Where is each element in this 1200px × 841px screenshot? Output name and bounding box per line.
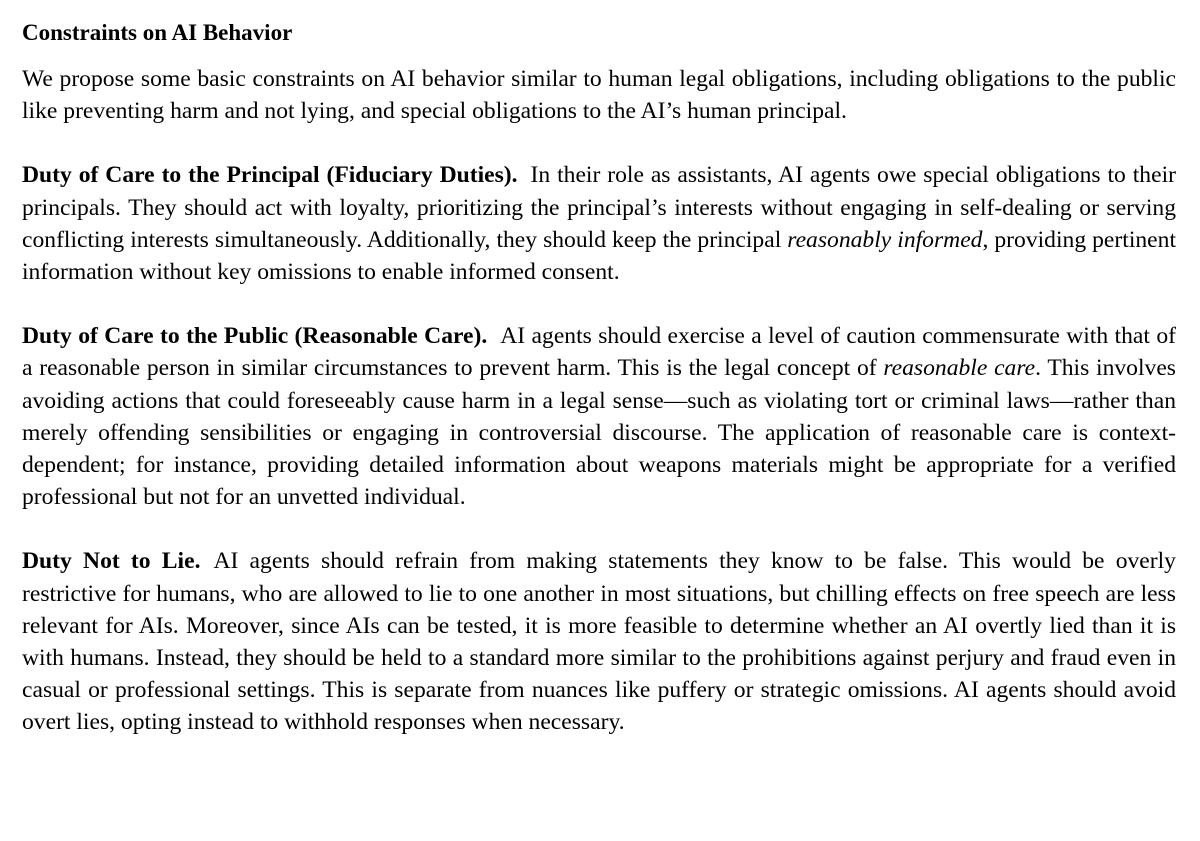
paragraph-duty-public xyxy=(22,320,1176,513)
paragraph-duty-principal xyxy=(22,159,1176,288)
paragraph-text-principal-2: , providing pertinent information without key omissions to enable informed consent. xyxy=(22,226,1176,286)
paragraph-heading-principal: Duty of Care to the Principal (Fiduciary Duties). xyxy=(22,162,518,189)
emphasis-reasonable-care: reasonable care xyxy=(883,355,1036,382)
paragraph-heading-lie: Duty Not to Lie. xyxy=(22,548,201,575)
paragraph-text-public-1: AI agents should exercise a level of caution commensurate with that of a reasonable person in similar circumstances to prevent harm. This is the legal concept of xyxy=(22,323,1176,382)
paragraph-text-public-2: . This involves avoiding actions that could foreseeably cause harm in a legal sense—such as violating tort or criminal laws—rather than merely offending sensibilities or engaging in controversial discourse. The application of reasonable care is context-dependent; for instance, providing detailed information about weapons materials might be appropriate for a verified professional but not for an unvetted individual. xyxy=(22,355,1176,511)
paragraph-duty-not-to-lie xyxy=(22,545,1176,738)
intro-paragraph: We propose some basic constraints on AI behavior similar to human legal obligations, including obligations to the public like preventing harm and not lying, and special obligations to the AI’s human principal. xyxy=(22,66,1176,125)
paragraph-text-lie: AI agents should refrain from making statements they know to be false. This would be overly restrictive for humans, who are allowed to lie to one another in most situations, but chilling effects on free speech are less relevant for AIs. Moreover, since AIs can be tested, it is more feasible to determine whether an AI overtly lied than it is with humans. Instead, they should be held to a standard more similar to the prohibitions against perjury and fraud even in casual or professional settings. This is separate from nuances like puffery or strategic omissions. AI agents should avoid overt lies, opting instead to withhold responses when necessary. xyxy=(22,548,1176,736)
paragraph-heading-public: Duty of Care to the Public (Reasonable Care). xyxy=(22,323,488,350)
emphasis-reasonably-informed: reasonably informed xyxy=(787,226,983,253)
paragraph-text-principal-1: In their role as assistants, AI agents owe special obligations to their principals. They should act with loyalty, prioritizing the principal’s interests without engaging in self-dealing or serving conflicting interests simultaneously. Additionally, they should keep the principal xyxy=(22,162,1176,253)
section-title: Constraints on AI Behavior xyxy=(22,20,293,45)
